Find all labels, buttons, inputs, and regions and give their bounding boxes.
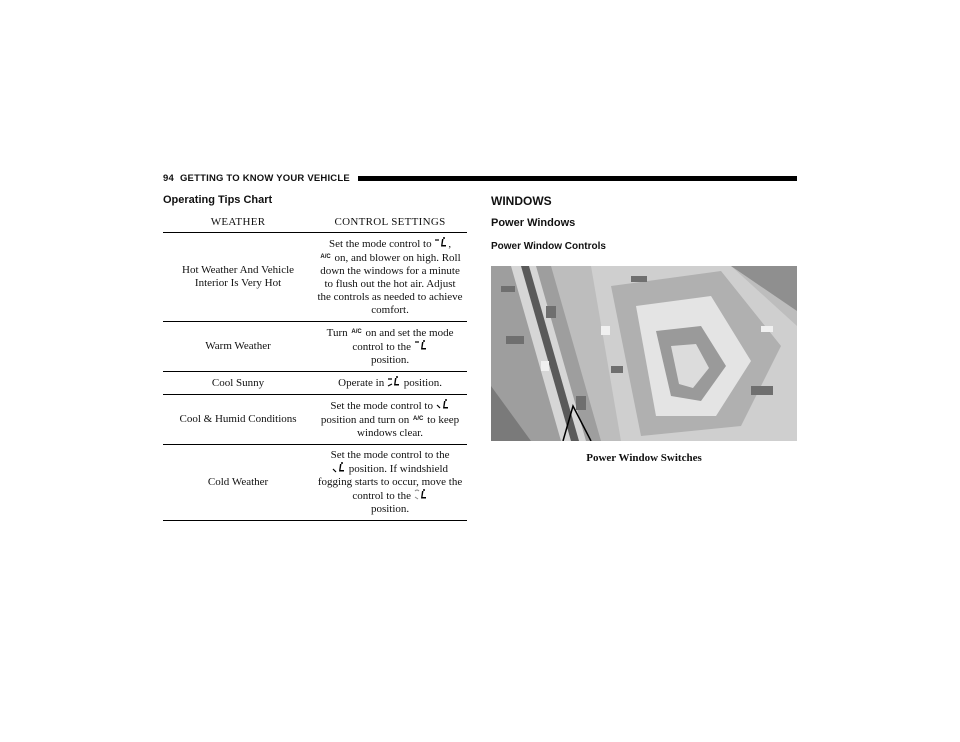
control-text: , (448, 238, 452, 250)
control-text: Operate in (338, 377, 385, 389)
control-text: position. (370, 503, 410, 515)
running-head: GETTING TO KNOW YOUR VEHICLE (179, 172, 350, 184)
control-cell (313, 233, 467, 322)
column-header-weather: WEATHER (163, 214, 313, 233)
table-header-row (163, 214, 467, 233)
weather-cell: Hot Weather And Vehicle Interior Is Very Hot (163, 233, 313, 322)
control-text: to keep windows clear. (357, 414, 460, 439)
control-text: on and set the mode control to the (352, 327, 454, 353)
power-windows-heading: Power Windows (491, 217, 576, 229)
control-text: position. If windshield fogging starts to occur, move the control to the (317, 463, 463, 502)
mode-panel-icon (434, 237, 448, 249)
table-row (163, 322, 467, 372)
control-text: position. (403, 377, 442, 389)
control-cell (313, 372, 467, 395)
operating-tips-table (163, 214, 467, 521)
windows-heading: WINDOWS (491, 194, 552, 208)
ac-icon: A/C (320, 254, 331, 260)
section-title: Operating Tips Chart (163, 194, 273, 206)
ac-icon: A/C (412, 416, 424, 422)
operating-tips-section (163, 194, 467, 521)
control-text: Set the mode control to the (330, 449, 450, 461)
weather-cell: Cold Weather (163, 445, 313, 521)
ac-icon: A/C (351, 329, 362, 335)
header-rule (358, 176, 797, 181)
table-row (163, 395, 467, 445)
control-text: position and turn on (320, 414, 410, 426)
figure-caption: Power Window Switches (586, 452, 702, 464)
mode-panel-icon (414, 340, 428, 352)
control-text: Set the mode control to (330, 400, 433, 412)
control-text: Turn (326, 327, 348, 339)
weather-cell: Warm Weather (163, 322, 313, 372)
control-text: position. (370, 354, 410, 366)
control-cell (313, 445, 467, 521)
page-number: 94 (163, 172, 174, 184)
page-header (163, 171, 797, 185)
mode-mix-icon (436, 399, 450, 411)
mode-bilevel-icon (387, 376, 401, 388)
control-cell (313, 395, 467, 445)
column-header-control: CONTROL SETTINGS (313, 214, 467, 233)
weather-cell: Cool Sunny (163, 372, 313, 395)
mode-defrost-floor-icon (414, 489, 428, 501)
weather-cell: Cool & Humid Conditions (163, 395, 313, 445)
table-row (163, 233, 467, 322)
power-window-controls-heading: Power Window Controls (491, 241, 606, 252)
mode-floor-icon (332, 462, 346, 474)
control-text: on, and blower on high. Roll down the windows for a minute to flush out the hot air. Adjust the controls as needed to achieve comfort. (317, 252, 463, 316)
control-cell (313, 322, 467, 372)
power-window-switches-photo (491, 266, 797, 441)
table-row (163, 372, 467, 395)
control-text: Set the mode control to (328, 238, 432, 250)
table-row (163, 445, 467, 521)
